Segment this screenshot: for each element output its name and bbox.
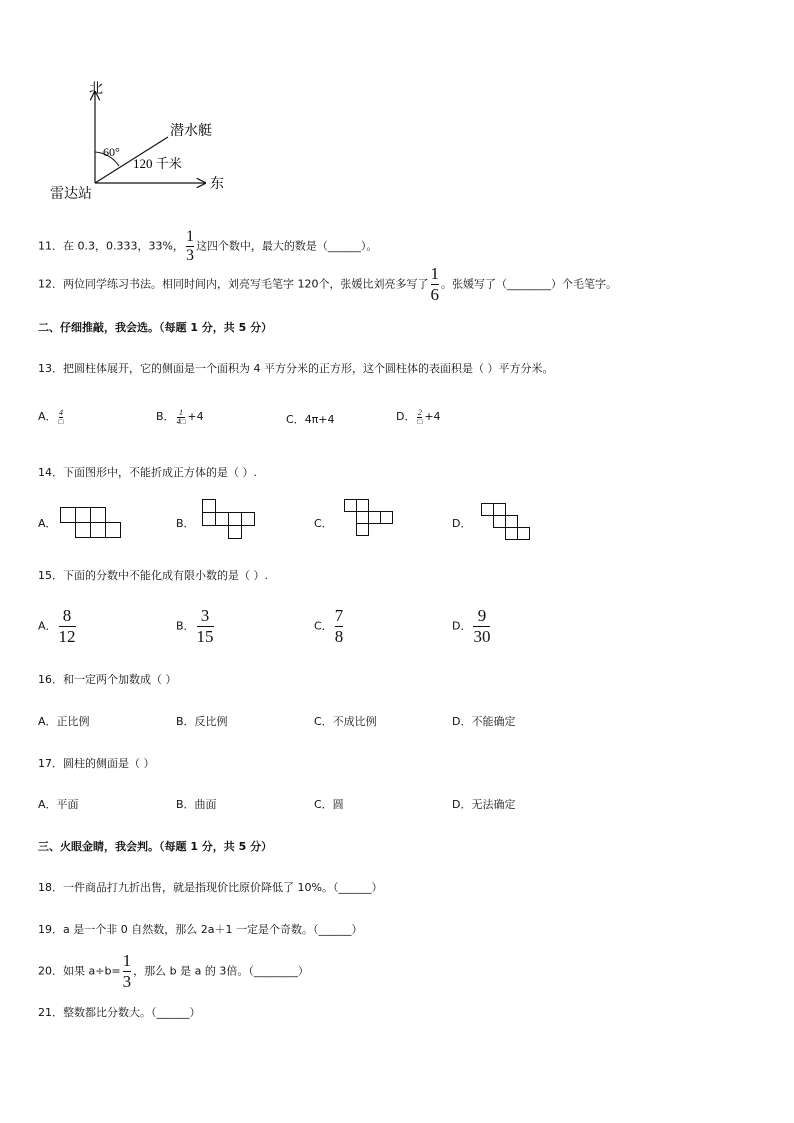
q15-option-d[interactable]: D． $\frac{9}{30}$	[452, 606, 491, 646]
q14-option-c-label[interactable]: C．	[314, 517, 333, 530]
q17-option-b[interactable]: B．曲面	[176, 798, 217, 811]
question-19: 19．a 是一个非 0 自然数，那么 2a＋1 一定是个奇数。（______）	[38, 923, 363, 936]
question-15: 15．下面的分数中不能化成有限小数的是（ ）.	[38, 569, 268, 582]
q15-option-b[interactable]: B． $\frac{3}{15}$	[176, 606, 214, 646]
target-label: 潜水艇	[170, 124, 212, 139]
q16-option-a[interactable]: A．正比例	[38, 715, 90, 728]
q14-net-c	[344, 499, 400, 544]
q14-net-d	[481, 503, 533, 543]
question-12: 12．两位同学练习书法。相同时间内，刘亮写毛笔字 120个，张媛比刘亮多写了 $\frac{1}{6}$ 。张媛写了（________）个毛笔字。	[38, 264, 617, 304]
question-21: 21．整数都比分数大。（______）	[38, 1006, 201, 1019]
question-20: 20．如果 a÷b= $\frac{1}{3}$ ，那么 b 是 a 的 3倍。（________）	[38, 951, 309, 991]
q16-option-c[interactable]: C．不成比例	[314, 715, 377, 728]
fraction: $\frac{1}{3}$	[185, 228, 194, 264]
q13-option-d[interactable]: D． $\frac{2}{□}$ +4	[396, 407, 441, 426]
fraction: $\frac{1}{3}$	[122, 951, 132, 991]
north-label: 北	[89, 82, 103, 97]
section-2-heading: 二、仔细推敲，我会选。（每题 1 分，共 5 分）	[38, 321, 273, 334]
q14-net-b	[202, 499, 260, 544]
q17-option-a[interactable]: A．平面	[38, 798, 79, 811]
q15-option-c[interactable]: C． $\frac{7}{8}$	[314, 606, 344, 646]
distance-label: 120 千米	[133, 156, 182, 171]
question-14: 14．下面图形中，不能折成正方体的是（ ）.	[38, 466, 257, 479]
q14-net-a	[60, 507, 126, 540]
q14-option-a-label[interactable]: A．	[38, 517, 57, 530]
q14-option-b-label[interactable]: B．	[176, 517, 195, 530]
fraction: $\frac{1}{6}$	[430, 264, 439, 304]
q14-option-d-label[interactable]: D．	[452, 517, 472, 530]
question-16: 16．和一定两个加数成（ ）	[38, 673, 177, 686]
question-11: 11．在 0.3，0.333，33%， $\frac{1}{3}$ 这四个数中，最大的数是（______）。	[38, 228, 378, 264]
q13-option-b[interactable]: B． $\frac{1}{4□}$ +4	[156, 407, 204, 426]
section-3-heading: 三、火眼金睛，我会判。（每题 1 分，共 5 分）	[38, 840, 273, 853]
angle-label: 60°	[103, 145, 120, 159]
q17-option-d[interactable]: D．无法确定	[452, 798, 516, 811]
east-label: 东	[210, 177, 224, 192]
q16-option-b[interactable]: B．反比例	[176, 715, 228, 728]
q15-option-a[interactable]: A． $\frac{8}{12}$	[38, 606, 76, 646]
question-13: 13．把圆柱体展开，它的侧面是一个面积为 4 平方分米的正方形，这个圆柱体的表面积是（ ）平方分米。	[38, 362, 554, 375]
direction-diagram	[40, 80, 240, 205]
question-17: 17．圆柱的侧面是（ ）	[38, 757, 155, 770]
q16-option-d[interactable]: D．不能确定	[452, 715, 516, 728]
question-18: 18．一件商品打九折出售，就是指现价比原价降低了 10%。（______）	[38, 881, 383, 894]
origin-label: 雷达站	[50, 187, 92, 202]
q13-option-c[interactable]: C．4π+4	[286, 413, 335, 426]
q13-option-a[interactable]: A． $\frac{4}{□}$	[38, 407, 64, 426]
q17-option-c[interactable]: C．圆	[314, 798, 344, 811]
